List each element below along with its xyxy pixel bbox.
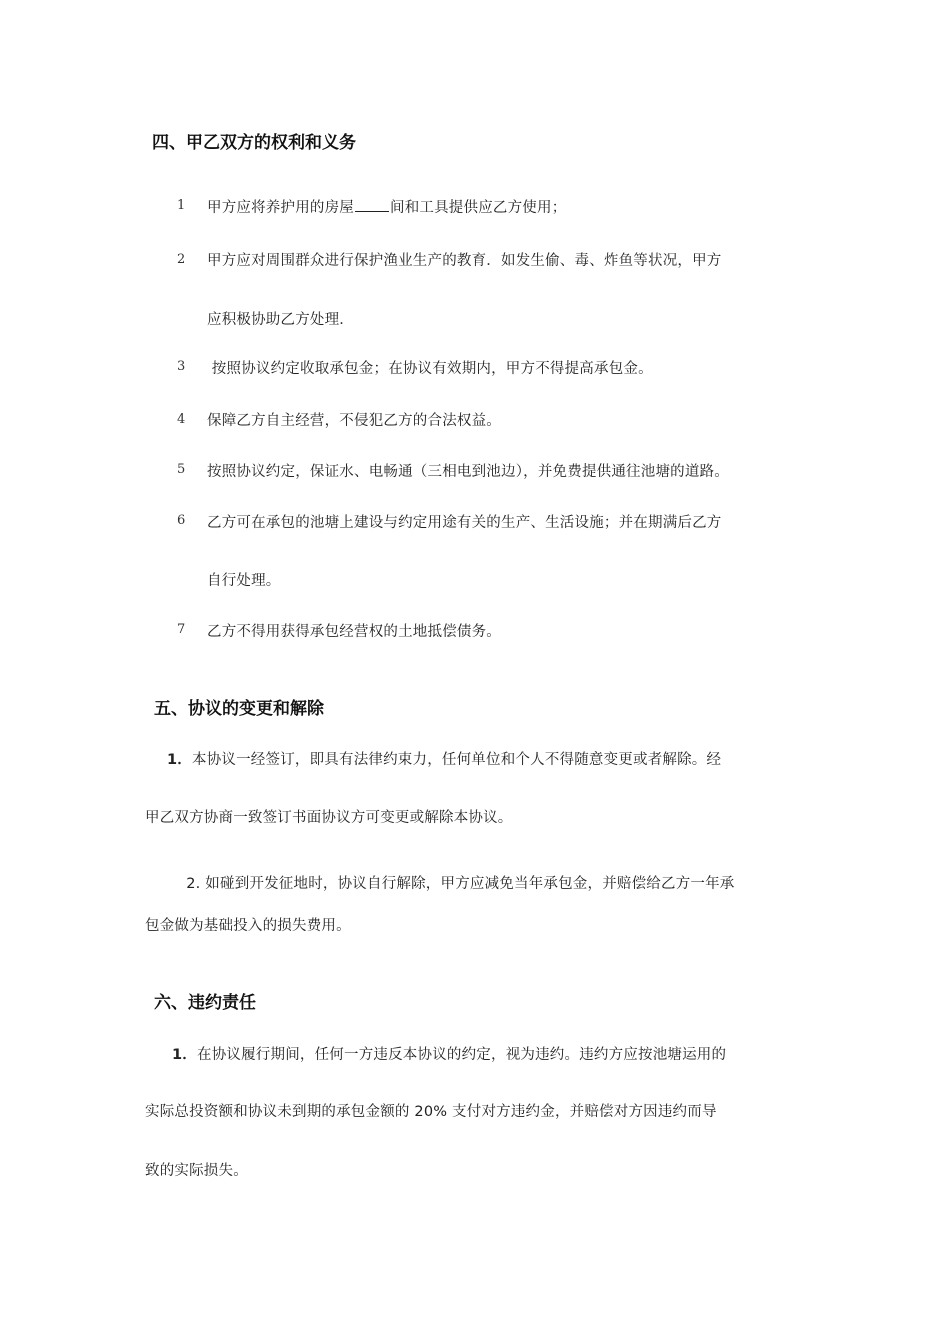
- paragraph-line: [167, 856, 735, 909]
- paragraph-number: 2.: [186, 876, 201, 892]
- paragraph-text: 在协议履行期间，任何一方违反本协议的约定，视为违约。违约方应按池塘运用的: [197, 1047, 727, 1063]
- section-heading-change-termination: 五、协议的变更和解除: [154, 699, 324, 719]
- item-text-after: 间和工具提供应乙方使用；: [390, 200, 567, 216]
- paragraph-text: 本协议一经签订，即具有法律约束力，任何单位和个人不得随意变更或者解除。经: [192, 752, 722, 768]
- paragraph-line: 实际总投资额和协议未到期的承包金额的 20% 支付对方违约金，并赔偿对方因违约而导: [145, 1104, 717, 1120]
- fill-in-blank: [355, 199, 389, 212]
- item-text-before: 甲方应将养护用的房屋: [207, 200, 354, 216]
- item-number: 7: [177, 622, 186, 637]
- item-text: 按照协议约定收取承包金；在协议有效期内，甲方不得提高承包金。: [207, 361, 653, 377]
- item-number: 2: [177, 252, 186, 267]
- item-text: 按照协议约定，保证水、电畅通（三相电到池边），并免费提供通往池塘的道路。: [207, 464, 729, 480]
- paragraph-number: 1．: [172, 1047, 197, 1063]
- item-number: 4: [177, 412, 186, 427]
- paragraph-text: 如碰到开发征地时，协议自行解除，甲方应减免当年承包金，并赔偿给乙方一年承: [200, 876, 735, 892]
- item-text-line: 自行处理。: [207, 573, 281, 589]
- item-number: 1: [177, 198, 186, 213]
- section-heading-breach-liability: 六、违约责任: [154, 993, 256, 1013]
- item-text-line: 乙方可在承包的池塘上建设与约定用途有关的生产、生活设施；并在期满后乙方: [207, 515, 722, 531]
- paragraph-line: 致的实际损失。: [145, 1163, 248, 1179]
- item-number: 3: [177, 359, 186, 374]
- item-number: 5: [177, 462, 186, 477]
- item-text: 保障乙方自主经营，不侵犯乙方的合法权益。: [207, 413, 501, 429]
- item-text-line: 甲方应对周围群众进行保护渔业生产的教育．如发生偷、毒、炸鱼等状况，甲方: [207, 253, 722, 269]
- paragraph-line: [172, 1043, 726, 1064]
- paragraph-line: 甲乙双方协商一致签订书面协议方可变更或解除本协议。: [145, 810, 513, 826]
- item-text: 乙方不得用获得承包经营权的土地抵偿债务。: [207, 624, 501, 640]
- item-number: 6: [177, 513, 186, 528]
- paragraph-line: 包金做为基础投入的损失费用。: [145, 918, 351, 934]
- item-text: [207, 196, 566, 217]
- section-heading-rights-obligations: 四、甲乙双方的权利和义务: [152, 133, 356, 153]
- paragraph-number: 1．: [167, 752, 192, 768]
- item-text-line: 应积极协助乙方处理．: [207, 312, 354, 328]
- paragraph-line: [167, 748, 721, 769]
